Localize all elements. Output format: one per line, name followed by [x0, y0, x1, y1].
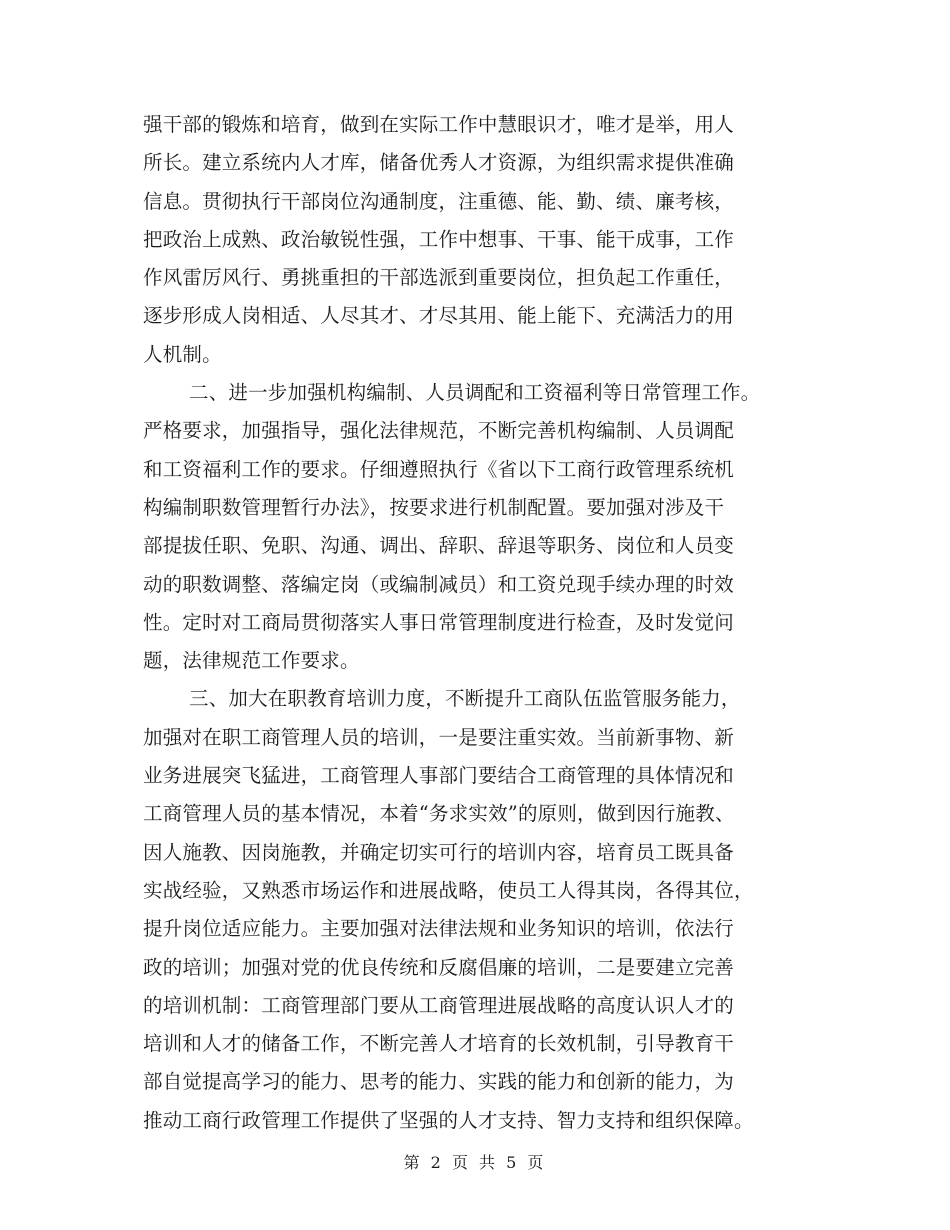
text-line: 政的培训；加强对党的优良传统和反腐倡廉的培训，二是要建立完善: [143, 955, 735, 979]
text-line: 的培训机制：工商管理部门要从工商管理进展战略的高度认识人才的: [143, 993, 735, 1017]
text-line: 培训和人才的储备工作，不断完善人才培育的长效机制，引导教育干: [143, 1032, 735, 1056]
text-line: 构编制职数管理暂行办法》，按要求进行机制配置。要加强对涉及干: [143, 495, 725, 519]
document-body: [143, 106, 823, 1140]
text-line: 工商管理人员的基本情况，本着“务求实效”的原则，做到因行施教、: [143, 802, 735, 826]
text-line: 部自觉提高学习的能力、思考的能力、实践的能力和创新的能力，为: [143, 1070, 735, 1094]
text-line: 严格要求，加强指导，强化法律规范，不断完善机构编制、人员调配: [143, 419, 735, 443]
text-line: 动的职数调整、落编定岗（或编制减员）和工资兑现手续办理的时效: [143, 572, 735, 596]
text-line: 和工资福利工作的要求。仔细遵照执行《省以下工商行政管理系统机: [143, 457, 735, 481]
section-heading-line: 二、进一步加强机构编制、人员调配和工资福利等日常管理工作。: [189, 381, 761, 405]
text-line: 部提拔任职、免职、沟通、调出、辞职、辞退等职务、岗位和人员变: [143, 534, 735, 558]
text-line: 因人施教、因岗施教，并确定切实可行的培训内容，培育员工既具备: [143, 840, 735, 864]
text-line: 题，法律规范工作要求。: [143, 649, 360, 673]
text-line: 信息。贯彻执行干部岗位沟通制度，注重德、能、勤、绩、廉考核，: [143, 189, 735, 213]
text-line: 作风雷厉风行、勇挑重担的干部选派到重要岗位，担负起工作重任，: [143, 266, 735, 290]
text-line: 推动工商行政管理工作提供了坚强的人才支持、智力支持和组织保障。: [143, 1108, 754, 1132]
text-line: 实战经验，又熟悉市场运作和进展战略，使员工人得其岗，各得其位，: [143, 878, 754, 902]
text-line: 提升岗位适应能力。主要加强对法律法规和业务知识的培训，依法行: [143, 917, 735, 941]
text-line: 性。定时对工商局贯彻落实人事日常管理制度进行检查，及时发觉问: [143, 610, 735, 634]
page-number-footer: 第 2 页 共 5 页: [403, 1153, 547, 1172]
text-line: 逐步形成人岗相适、人尽其才、才尽其用、能上能下、充满活力的用: [143, 304, 735, 328]
text-line: 把政治上成熟、政治敏锐性强，工作中想事、干事、能干成事，工作: [143, 227, 735, 251]
section-heading-line: 三、加大在职教育培训力度，不断提升工商队伍监管服务能力，: [189, 687, 741, 711]
text-line: 业务进展突飞猛进，工商管理人事部门要结合工商管理的具体情况和: [143, 764, 735, 788]
text-line: 所长。建立系统内人才库，储备优秀人才资源，为组织需求提供准确: [143, 151, 735, 175]
text-line: 人机制。: [143, 342, 222, 366]
text-line: 加强对在职工商管理人员的培训，一是要注重实效。当前新事物、新: [143, 725, 735, 749]
text-line: 强干部的锻炼和培育，做到在实际工作中慧眼识才，唯才是举，用人: [143, 113, 735, 136]
